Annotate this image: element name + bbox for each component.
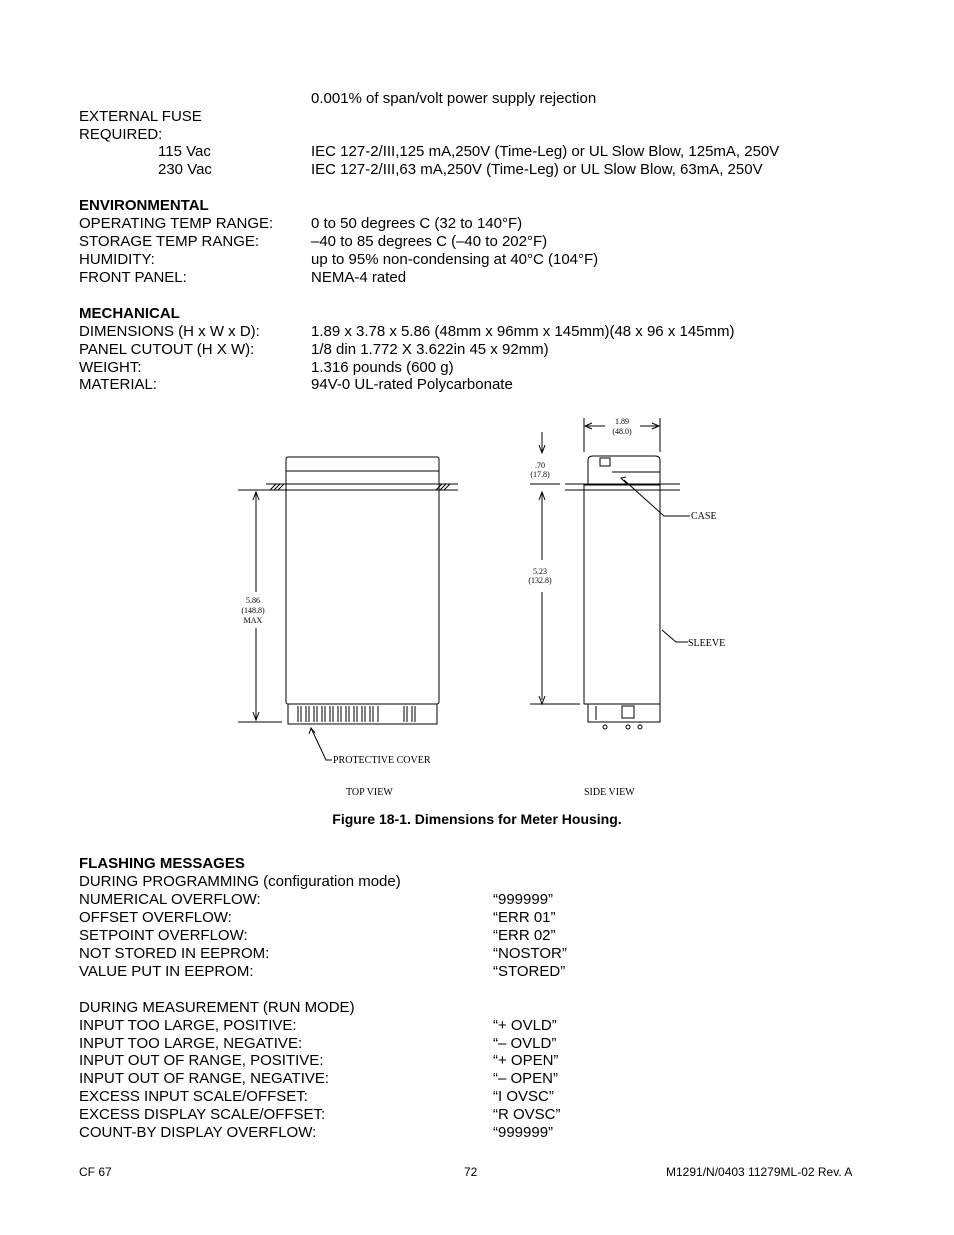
message-label: NUMERICAL OVERFLOW: xyxy=(79,891,261,908)
message-value: “– OVLD” xyxy=(493,1035,557,1052)
message-label: INPUT OUT OF RANGE, NEGATIVE: xyxy=(79,1070,330,1087)
top-view-label: TOP VIEW xyxy=(346,787,393,798)
fuse-row-value: IEC 127-2/III,125 mA,250V (Time-Leg) or UL Slow Blow, 125mA, 250V xyxy=(311,143,780,160)
figure-caption: Figure 18-1. Dimensions for Meter Housing. xyxy=(332,811,622,827)
sleeve-leader xyxy=(662,630,688,642)
message-label: INPUT TOO LARGE, POSITIVE: xyxy=(79,1017,297,1034)
protective-cover-label: PROTECTIVE COVER xyxy=(333,755,431,766)
message-label: VALUE PUT IN EEPROM: xyxy=(79,963,254,980)
message-value: “+ OVLD” xyxy=(493,1017,557,1034)
spec-value: 1.89 x 3.78 x 5.86 (48mm x 96mm x 145mm)(48 x 96 x 145mm) xyxy=(311,323,735,340)
spec-value: 1.316 pounds (600 g) xyxy=(311,359,454,376)
top-view-housing xyxy=(266,457,458,724)
spec-label: HUMIDITY: xyxy=(79,251,155,268)
fuse-row-label: 230 Vac xyxy=(158,161,212,178)
rejection-spec: 0.001% of span/volt power supply rejection xyxy=(311,90,597,107)
message-value: “999999” xyxy=(493,1124,554,1141)
message-value: “NOSTOR” xyxy=(493,945,567,962)
message-value: “STORED” xyxy=(493,963,566,980)
message-label: OFFSET OVERFLOW: xyxy=(79,909,232,926)
spec-label: FRONT PANEL: xyxy=(79,269,187,286)
side-view-length-dimension xyxy=(530,492,580,704)
footer-document-id: M1291/N/0403 11279ML-02 Rev. A xyxy=(666,1165,853,1179)
page-number: 72 xyxy=(464,1165,478,1179)
message-label: EXCESS DISPLAY SCALE/OFFSET: xyxy=(79,1106,326,1123)
sleeve-label: SLEEVE xyxy=(688,638,726,649)
depth-dim-label: (148.8) xyxy=(241,606,265,615)
message-label: COUNT-BY DISPLAY OVERFLOW: xyxy=(79,1124,317,1141)
spec-value: NEMA-4 rated xyxy=(311,269,407,286)
message-label: INPUT TOO LARGE, NEGATIVE: xyxy=(79,1035,303,1052)
section-heading-mechanical: MECHANICAL xyxy=(79,305,180,322)
spec-value: 0 to 50 degrees C (32 to 140°F) xyxy=(311,215,523,232)
section-heading-flashing: FLASHING MESSAGES xyxy=(79,855,245,872)
flange-dim-label: (17.8) xyxy=(530,470,550,479)
fuse-label: EXTERNAL FUSE xyxy=(79,108,202,125)
length-dim-label: 5.23 xyxy=(533,567,547,576)
depth-dim-label: MAX xyxy=(243,616,263,625)
fuse-row-label: 115 Vac xyxy=(158,143,211,160)
spec-label: MATERIAL: xyxy=(79,376,158,393)
case-label: CASE xyxy=(691,511,717,522)
message-label: INPUT OUT OF RANGE, POSITIVE: xyxy=(79,1052,324,1069)
side-view-housing xyxy=(565,456,680,729)
spec-label: WEIGHT: xyxy=(79,359,142,376)
length-dim-label: (132.8) xyxy=(528,576,552,585)
spec-value: up to 95% non-condensing at 40°C (104°F) xyxy=(311,251,599,268)
message-value: “R OVSC” xyxy=(493,1106,561,1123)
message-value: “+ OPEN” xyxy=(493,1052,559,1069)
meter-housing-drawing xyxy=(0,400,954,820)
message-value: “ERR 01” xyxy=(493,909,556,926)
message-value: “ERR 02” xyxy=(493,927,556,944)
width-dim-label: (48.0) xyxy=(612,427,632,436)
spec-label: DIMENSIONS (H x W x D): xyxy=(79,323,260,340)
message-value: “– OPEN” xyxy=(493,1070,559,1087)
footer-left: CF 67 xyxy=(79,1165,112,1179)
spec-value: 1/8 din 1.772 X 3.622in 45 x 92mm) xyxy=(311,341,549,358)
spec-value: –40 to 85 degrees C (–40 to 202°F) xyxy=(311,233,548,250)
message-label: SETPOINT OVERFLOW: xyxy=(79,927,248,944)
subheading-programming: DURING PROGRAMMING (configuration mode) xyxy=(79,873,401,890)
message-label: NOT STORED IN EEPROM: xyxy=(79,945,270,962)
message-label: EXCESS INPUT SCALE/OFFSET: xyxy=(79,1088,308,1105)
flange-dim-label: .70 xyxy=(535,461,545,470)
protective-cover-leader xyxy=(311,728,332,760)
side-view-label: SIDE VIEW xyxy=(584,787,635,798)
spec-label: OPERATING TEMP RANGE: xyxy=(79,215,274,232)
depth-dim-label: 5.86 xyxy=(246,596,260,605)
width-dim-label: 1.89 xyxy=(615,417,629,426)
section-heading-environmental: ENVIRONMENTAL xyxy=(79,197,209,214)
fuse-label-required: REQUIRED: xyxy=(79,126,163,143)
fuse-row-value: IEC 127-2/III,63 mA,250V (Time-Leg) or UL Slow Blow, 63mA, 250V xyxy=(311,161,763,178)
spec-label: STORAGE TEMP RANGE: xyxy=(79,233,260,250)
message-value: “999999” xyxy=(493,891,554,908)
spec-label: PANEL CUTOUT (H X W): xyxy=(79,341,255,358)
spec-value: 94V-0 UL-rated Polycarbonate xyxy=(311,376,513,393)
message-value: “I OVSC” xyxy=(493,1088,554,1105)
subheading-measurement: DURING MEASUREMENT (RUN MODE) xyxy=(79,999,355,1016)
